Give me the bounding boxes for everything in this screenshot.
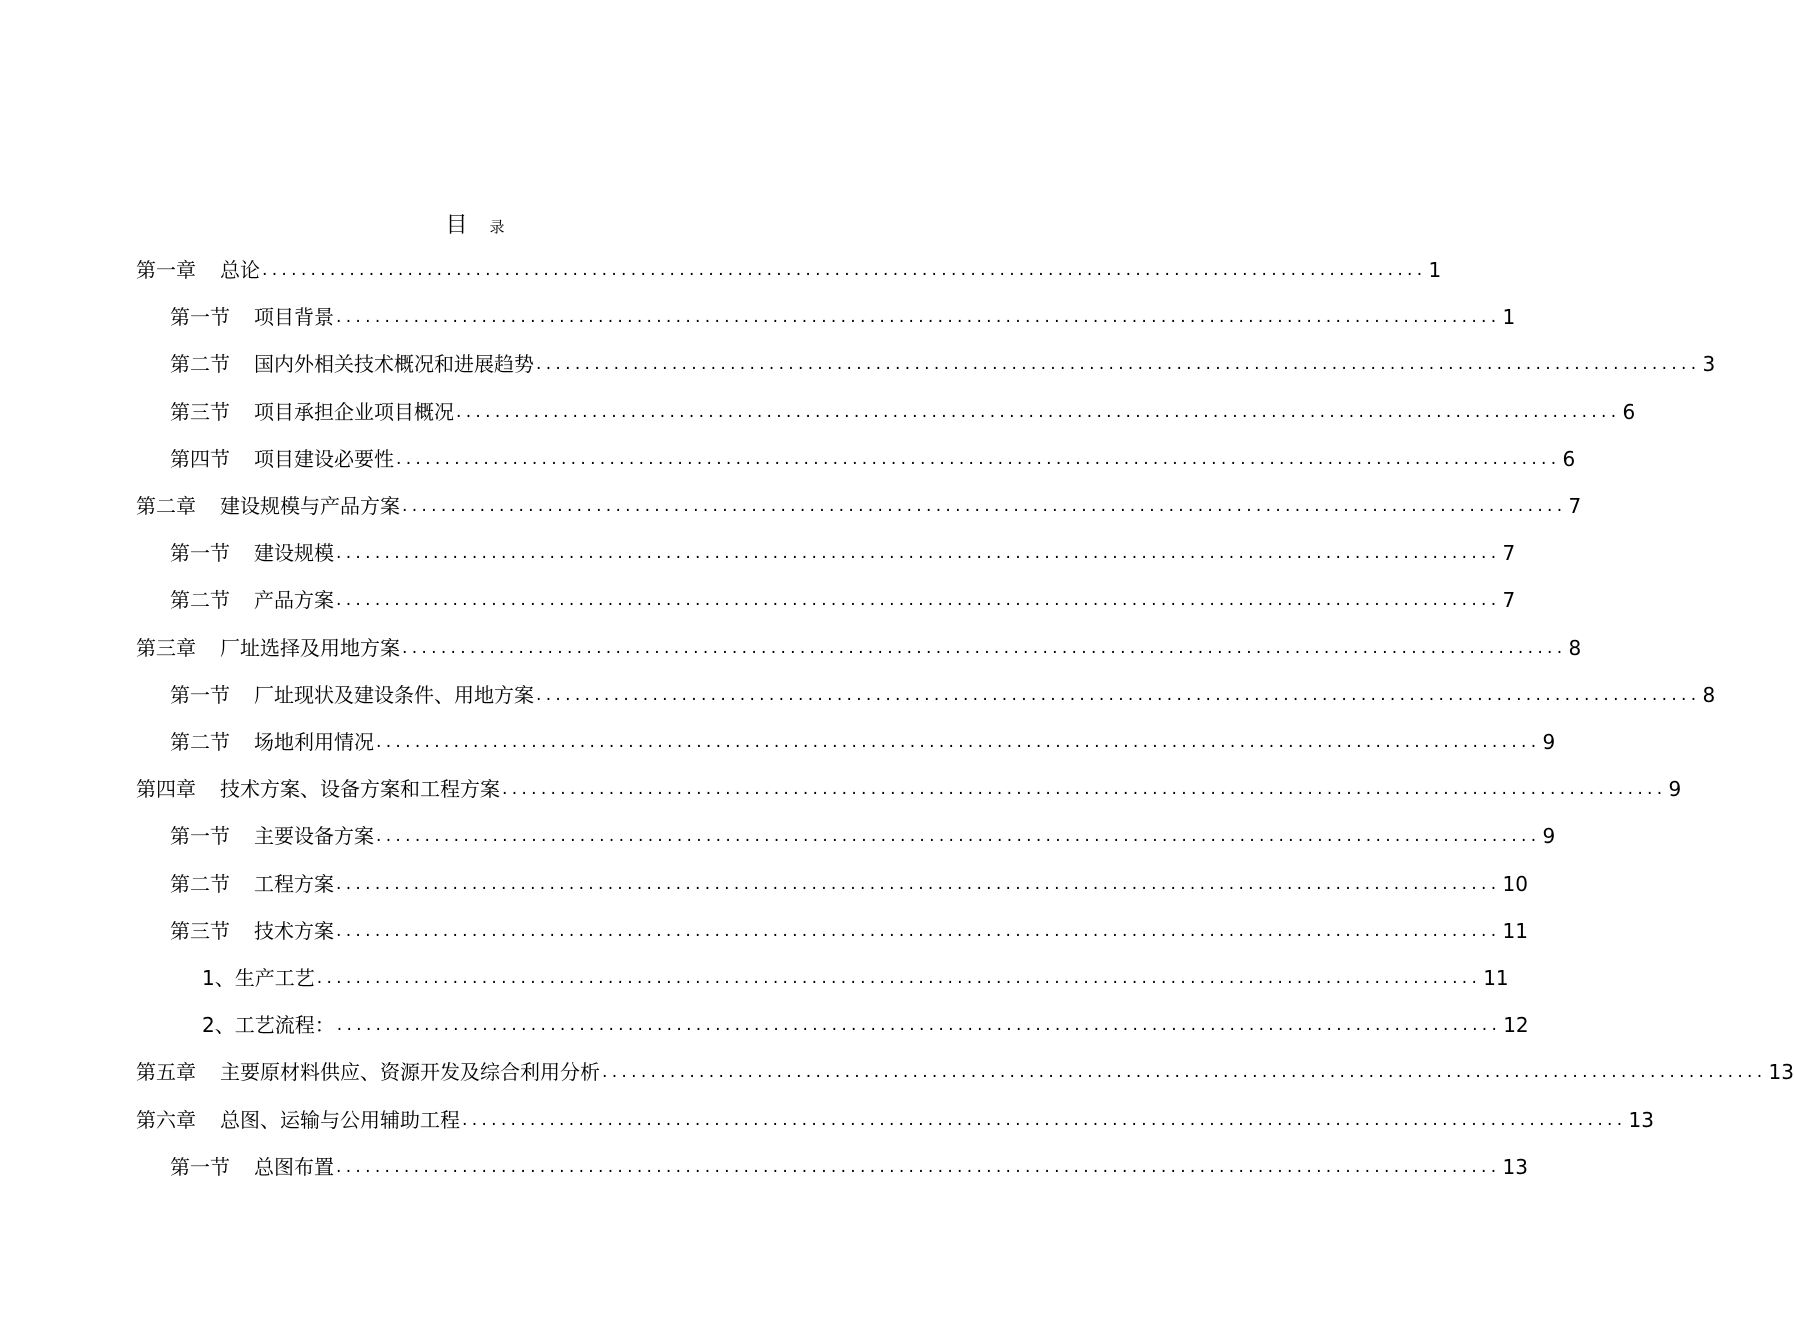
toc-entry-number: 第五章 bbox=[136, 1060, 196, 1085]
toc-entry-page: 9 bbox=[1542, 730, 1556, 754]
toc-leader-dots: ........................................................................................................................ bbox=[336, 543, 1501, 564]
toc-entry-label bbox=[170, 813, 374, 860]
toc-entry[interactable] bbox=[170, 908, 1528, 955]
toc-entry-label bbox=[136, 483, 400, 530]
toc-entry-number: 第二章 bbox=[136, 494, 196, 518]
toc-entry-label bbox=[170, 436, 394, 483]
toc-leader-dots: ........................................................................................................................ bbox=[536, 684, 1701, 705]
toc-entry-label bbox=[170, 672, 534, 719]
toc-entry-label bbox=[170, 861, 334, 908]
toc-entry[interactable] bbox=[170, 861, 1528, 908]
toc-entry-text: 总论 bbox=[220, 258, 260, 282]
toc-entry-number: 第一节 bbox=[170, 682, 230, 707]
toc-entry[interactable] bbox=[136, 766, 1682, 813]
toc-entry-number: 第一节 bbox=[170, 1154, 230, 1179]
toc-entry-text: 技术方案、设备方案和工程方案 bbox=[220, 777, 500, 802]
toc-entry-page: 1 bbox=[1502, 305, 1516, 330]
toc-entry-text: 厂址现状及建设条件、用地方案 bbox=[254, 682, 534, 707]
toc-leader-dots: ........................................................................................................................ bbox=[262, 260, 1427, 280]
toc-leader-dots: ........................................................................................................................ bbox=[336, 1156, 1501, 1177]
toc-entry-page: 13 bbox=[1768, 1060, 1794, 1085]
toc-entry-text: 2、工艺流程： bbox=[202, 1013, 335, 1038]
toc-entry-text: 建设规模 bbox=[254, 541, 334, 566]
toc-entry[interactable] bbox=[202, 955, 1509, 1002]
toc-entry-page: 9 bbox=[1668, 777, 1682, 802]
toc-entry-page: 12 bbox=[1503, 1013, 1529, 1038]
toc-entry-page: 6 bbox=[1622, 399, 1636, 424]
toc-leader-dots: ........................................................................................................................ bbox=[396, 448, 1561, 469]
toc-entry-label bbox=[170, 1144, 334, 1191]
toc-entry[interactable] bbox=[170, 577, 1516, 624]
toc-entry-text: 工程方案 bbox=[254, 871, 334, 896]
toc-entry-number: 第一节 bbox=[170, 541, 230, 566]
toc-entry[interactable] bbox=[170, 530, 1516, 577]
toc-entry-label bbox=[202, 1002, 335, 1049]
toc-entry[interactable] bbox=[170, 813, 1556, 860]
toc-entry-page: 7 bbox=[1502, 588, 1516, 613]
toc-entry[interactable] bbox=[136, 483, 1582, 530]
toc-entry-page: 13 bbox=[1628, 1107, 1654, 1132]
toc-entry-page: 11 bbox=[1502, 918, 1528, 943]
toc-entry-text: 主要原材料供应、资源开发及综合利用分析 bbox=[220, 1060, 600, 1085]
toc-entry-text: 项目背景 bbox=[254, 305, 334, 330]
toc-entry-label bbox=[170, 530, 334, 577]
toc-entry-number: 第二节 bbox=[170, 730, 230, 754]
toc-entry-number: 第二节 bbox=[170, 352, 230, 377]
toc-leader-dots: ........................................................................................................................ bbox=[402, 637, 1567, 658]
toc-entry-label bbox=[170, 341, 534, 388]
toc-entry-page: 7 bbox=[1568, 494, 1582, 518]
toc-entry[interactable] bbox=[170, 672, 1716, 719]
toc-entry-number: 第一章 bbox=[136, 258, 196, 282]
toc-entry-number: 第四节 bbox=[170, 446, 230, 471]
toc-entry-number: 第一节 bbox=[170, 824, 230, 849]
toc-entry[interactable] bbox=[136, 1097, 1654, 1144]
toc-entry-label bbox=[136, 247, 260, 294]
toc-leader-dots: ........................................................................................................................ bbox=[502, 779, 1667, 800]
toc-leader-dots: ........................................................................................................................ bbox=[402, 496, 1567, 516]
toc-title bbox=[0, 208, 950, 239]
toc-entry-label bbox=[202, 955, 315, 1002]
toc-entry-label bbox=[136, 1097, 460, 1144]
toc-entry-number: 第二节 bbox=[170, 871, 230, 896]
toc-entry-label bbox=[170, 294, 334, 341]
toc-leader-dots: ........................................................................................................................ bbox=[376, 732, 1541, 752]
toc-entry-page: 13 bbox=[1502, 1154, 1528, 1179]
toc-entry[interactable] bbox=[170, 1144, 1528, 1191]
toc-leader-dots: ........................................................................................................................ bbox=[336, 307, 1501, 328]
toc-entry[interactable] bbox=[202, 1002, 1529, 1049]
toc-title-main: 目 bbox=[445, 213, 470, 238]
toc-entry[interactable] bbox=[170, 389, 1636, 436]
toc-entry-number: 第一节 bbox=[170, 305, 230, 330]
toc-entry[interactable] bbox=[136, 247, 1442, 294]
toc-entry[interactable] bbox=[170, 341, 1716, 388]
toc-entry-text: 总图布置 bbox=[254, 1154, 334, 1179]
toc-entry-number: 第六章 bbox=[136, 1107, 196, 1132]
toc-entry-text: 厂址选择及用地方案 bbox=[220, 635, 400, 660]
toc-entry-page: 8 bbox=[1702, 682, 1716, 707]
toc-leader-dots: ........................................................................................................................ bbox=[336, 920, 1501, 941]
toc-leader-dots: ........................................................................................................................ bbox=[336, 1015, 1502, 1036]
toc-entry-page: 1 bbox=[1428, 258, 1442, 282]
toc-entry-page: 10 bbox=[1502, 871, 1528, 896]
toc-entry-text: 1、生产工艺 bbox=[202, 966, 315, 990]
toc-entry-page: 9 bbox=[1542, 824, 1556, 849]
toc-entry-text: 技术方案 bbox=[254, 918, 334, 943]
toc-entry-page: 8 bbox=[1568, 635, 1582, 660]
toc-entry-page: 11 bbox=[1483, 966, 1509, 990]
toc-entry-number: 第二节 bbox=[170, 588, 230, 613]
toc-entry[interactable] bbox=[136, 625, 1582, 672]
toc-entry-label bbox=[170, 577, 334, 624]
toc-leader-dots: ........................................................................................................................ bbox=[536, 354, 1701, 375]
toc-entry-number: 第三节 bbox=[170, 399, 230, 424]
toc-entry-text: 场地利用情况 bbox=[254, 730, 374, 754]
toc-leader-dots: ........................................................................................................................ bbox=[336, 590, 1501, 611]
toc-entry-text: 项目建设必要性 bbox=[254, 446, 394, 471]
toc-entry-page: 7 bbox=[1502, 541, 1516, 566]
toc-entry-label bbox=[170, 908, 334, 955]
toc-leader-dots: ........................................................................................................................ bbox=[376, 826, 1541, 847]
toc-entry-text: 产品方案 bbox=[254, 588, 334, 613]
toc-leader-dots: ........................................................................................................................ bbox=[316, 968, 1482, 988]
toc-entry-text: 建设规模与产品方案 bbox=[220, 494, 400, 518]
toc-entry-number: 第三章 bbox=[136, 635, 196, 660]
toc-entry-text: 总图、运输与公用辅助工程 bbox=[220, 1107, 460, 1132]
toc-entry-label bbox=[170, 719, 374, 766]
toc-entry-page: 6 bbox=[1562, 446, 1576, 471]
toc-entry-number: 第三节 bbox=[170, 918, 230, 943]
toc-entry-text: 国内外相关技术概况和进展趋势 bbox=[254, 352, 534, 377]
toc-entry-page: 3 bbox=[1702, 352, 1716, 377]
toc-entry-number: 第四章 bbox=[136, 777, 196, 802]
toc-entry-label bbox=[170, 389, 454, 436]
toc-leader-dots: ........................................................................................................................ bbox=[336, 873, 1501, 894]
toc-leader-dots: ........................................................................................................................ bbox=[456, 401, 1621, 422]
toc-entry-label bbox=[136, 625, 400, 672]
toc-entry-label bbox=[136, 766, 500, 813]
toc-entry-text: 主要设备方案 bbox=[254, 824, 374, 849]
toc-leader-dots: ........................................................................................................................ bbox=[462, 1109, 1627, 1130]
toc-leader-dots: ........................................................................................................................ bbox=[602, 1062, 1767, 1083]
toc-entry-text: 项目承担企业项目概况 bbox=[254, 399, 454, 424]
toc-entry[interactable] bbox=[170, 294, 1516, 341]
toc-entry[interactable] bbox=[170, 719, 1556, 766]
toc-entry-label bbox=[136, 1049, 600, 1096]
toc-entry[interactable] bbox=[170, 436, 1576, 483]
toc-title-sub: 录 bbox=[489, 218, 505, 236]
toc-entry[interactable] bbox=[136, 1049, 1794, 1096]
